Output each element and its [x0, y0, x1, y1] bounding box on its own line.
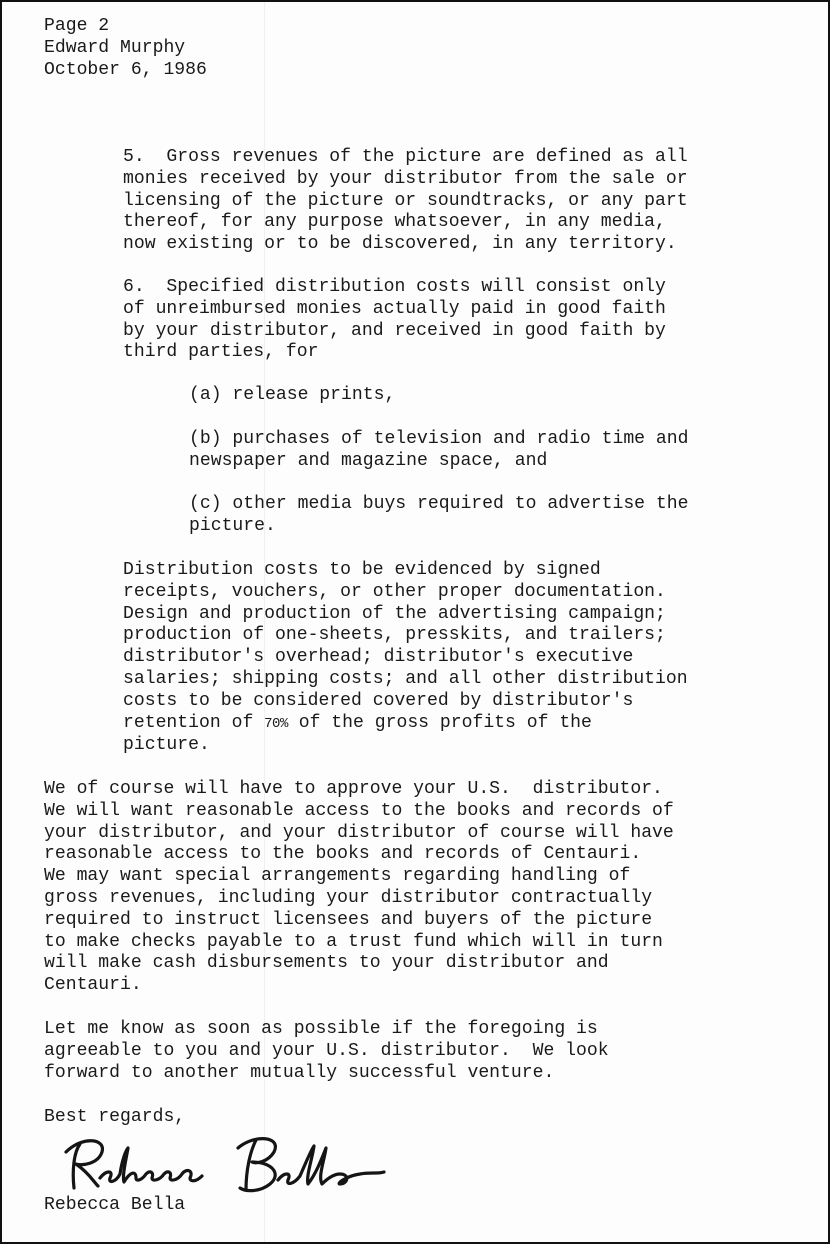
- signer-name: Rebecca Bella: [44, 1195, 186, 1215]
- retention-percent: 70%: [264, 715, 288, 732]
- costs-line-retention: [123, 713, 592, 733]
- clause-5: [123, 147, 688, 256]
- closing-salutation: Best regards,: [44, 1107, 186, 1127]
- recipient-name: Edward Murphy: [44, 37, 186, 58]
- sub-item-line: newspaper and magazine space, and: [189, 450, 548, 471]
- clause-6-sub-b: [189, 429, 688, 473]
- paragraph-line: will make cash disbursements to your distributor and: [44, 953, 609, 974]
- clause-5-line: 5. Gross revenues of the picture are defined as all: [123, 147, 688, 167]
- clause-5-line: now existing or to be discovered, in any territory.: [123, 234, 677, 255]
- signature-stroke: [246, 1140, 256, 1190]
- paragraph-line: We of course will have to approve your U.S. distributor.: [44, 779, 663, 799]
- paragraph-line: We will want reasonable access to the books and records of: [44, 800, 674, 821]
- costs-line: receipts, vouchers, or other proper documentation.: [123, 581, 666, 602]
- letter-header: [44, 16, 207, 81]
- clause-5-line: monies received by your distributor from the sale or: [123, 168, 688, 189]
- paragraph-line: gross revenues, including your distributor contractually: [44, 887, 653, 908]
- signature-stroke: [66, 1141, 102, 1186]
- paragraph-line: required to instruct licensees and buyers of the picture: [44, 909, 653, 930]
- paragraph-line: Centauri.: [44, 975, 142, 996]
- clause-6-sub-a: [189, 385, 395, 407]
- paragraph-line: Let me know as soon as possible if the foregoing is: [44, 1019, 598, 1039]
- costs-line: costs to be considered covered by distributor's: [123, 690, 634, 711]
- signature-stroke: [238, 1139, 275, 1191]
- approval-paragraph: [44, 779, 674, 997]
- costs-line: picture.: [123, 735, 210, 756]
- letter-date: October 6, 1986: [44, 59, 207, 80]
- costs-line: Design and production of the advertising campaign;: [123, 603, 666, 624]
- clause-6: [123, 277, 666, 364]
- signature-stroke: [100, 1148, 202, 1182]
- sub-item-line: (c) other media buys required to advertise the: [189, 494, 689, 514]
- sub-item-line: picture.: [189, 515, 276, 536]
- paragraph-line: reasonable access to the books and records of Centauri.: [44, 844, 642, 865]
- paragraph-line: forward to another mutually successful venture.: [44, 1062, 555, 1083]
- paragraph-line: agreeable to you and your U.S. distributor. We look: [44, 1040, 609, 1061]
- retention-text-before: retention of: [123, 712, 265, 733]
- clause-6-sub-c: [189, 494, 688, 538]
- paragraph-line: We may want special arrangements regarding handling of: [44, 866, 631, 887]
- retention-text-after: of the gross profits of the: [287, 712, 592, 733]
- clause-6-line: third parties, for: [123, 342, 319, 363]
- signature-stroke: [278, 1146, 384, 1184]
- sub-item-line: (a) release prints,: [189, 385, 396, 405]
- costs-line: Distribution costs to be evidenced by signed: [123, 560, 601, 580]
- clause-6-line: 6. Specified distribution costs will consist only: [123, 277, 666, 297]
- paragraph-line: to make checks payable to a trust fund which will in turn: [44, 931, 663, 952]
- clause-6-line: by your distributor, and received in good faith by: [123, 320, 666, 341]
- agreement-paragraph: [44, 1019, 609, 1084]
- clause-6-line: of unreimbursed monies actually paid in good faith: [123, 298, 666, 319]
- page-number: Page 2: [44, 16, 110, 36]
- costs-line: distributor's overhead; distributor's executive: [123, 647, 634, 668]
- paragraph-line: your distributor, and your distributor of course will have: [44, 822, 674, 843]
- distribution-costs-paragraph: [123, 560, 688, 757]
- clause-5-line: licensing of the picture or soundtracks, or any part: [123, 190, 688, 211]
- costs-line: salaries; shipping costs; and all other distribution: [123, 668, 688, 689]
- costs-line: production of one-sheets, presskits, and trailers;: [123, 625, 666, 646]
- clause-5-line: thereof, for any purpose whatsoever, in any media,: [123, 212, 666, 233]
- sub-item-line: (b) purchases of television and radio time and: [189, 429, 689, 449]
